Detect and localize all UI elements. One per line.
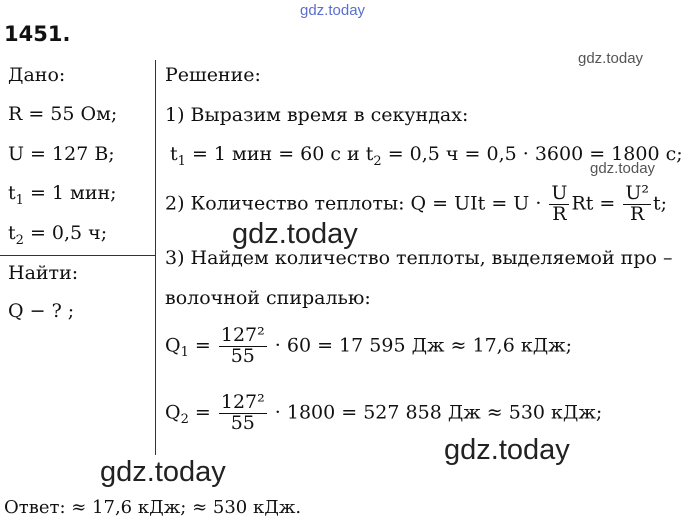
solution-q1 — [165, 326, 572, 367]
step2-frac2-den: R — [630, 202, 645, 225]
vertical-divider — [155, 60, 156, 455]
given-t1-sub: 1 — [15, 192, 24, 208]
step2-frac2-num: U² — [625, 182, 650, 204]
solution-header: Решение: — [165, 64, 261, 86]
step1-part-c: = 0,5 ч = 0,5 · 3600 = 1800 с; — [381, 143, 683, 165]
q1-den: 55 — [230, 344, 255, 367]
step2-text: 2) Количество теплоты: Q = UIt = U · — [165, 192, 548, 215]
problem-number: 1451. — [4, 22, 71, 46]
given-voltage: U = 127 В; — [8, 143, 115, 165]
q2-label: Q — [165, 401, 181, 424]
q2-eq: = — [188, 401, 217, 424]
q2-den: 55 — [230, 411, 255, 434]
find-value: Q − ? ; — [8, 300, 75, 322]
given-t2-sub: 2 — [15, 232, 24, 248]
step2-fraction-1 — [549, 184, 569, 225]
q2-fraction — [219, 393, 267, 434]
step2-fraction-2 — [623, 184, 651, 225]
solution-step1: 1) Выразим время в секундах: — [165, 104, 469, 126]
given-resistance: R = 55 Ом; — [8, 103, 118, 125]
given-t1-value: = 1 мин; — [23, 182, 117, 204]
q1-label: Q — [165, 334, 181, 357]
solution-q2 — [165, 393, 602, 434]
given-t2-var: t — [8, 222, 16, 244]
q1-rest: · 60 = 17 595 Дж ≈ 17,6 кДж; — [268, 334, 573, 357]
given-t1-var: t — [8, 182, 16, 204]
find-header: Найти: — [8, 262, 79, 284]
solution-step3-line2: волочной спиралью: — [165, 287, 371, 309]
watermark-bottom-left: gdz.today — [100, 456, 226, 488]
solution-step3-line1: 3) Найдем количество теплоты, выделяемой про – — [165, 247, 673, 269]
step2-frac1-num: U — [551, 182, 568, 204]
step2-end: t; — [653, 192, 668, 215]
given-t2-value: = 0,5 ч; — [23, 222, 108, 244]
watermark-mid: gdz.today — [232, 218, 358, 250]
given-header: Дано: — [8, 64, 66, 86]
q2-num: 127² — [220, 391, 265, 413]
watermark-small-mid: gdz.today — [590, 160, 656, 177]
step1-part-a: t — [170, 143, 178, 165]
given-t1 — [8, 182, 117, 208]
q1-eq: = — [188, 334, 217, 357]
q2-rest: · 1800 = 527 858 Дж ≈ 530 кДж; — [268, 401, 603, 424]
q2-sub: 2 — [180, 412, 189, 428]
step2-frac1-den: R — [552, 202, 567, 225]
given-t2 — [8, 222, 107, 248]
step2-mid: Rt = — [571, 192, 622, 215]
step1-sub-b: 2 — [373, 153, 382, 169]
step1-sub-a: 1 — [177, 153, 186, 169]
q1-fraction — [219, 326, 267, 367]
horizontal-divider — [0, 255, 155, 256]
watermark-bottom-right: gdz.today — [444, 434, 570, 466]
answer-line: Ответ: ≈ 17,6 кДж; ≈ 530 кДж. — [4, 497, 302, 518]
watermark-small-top: gdz.today — [578, 50, 644, 67]
watermark-top: gdz.today — [300, 2, 366, 19]
q1-sub: 1 — [180, 345, 189, 361]
step1-part-b: = 1 мин = 60 с и t — [185, 143, 374, 165]
q1-num: 127² — [220, 324, 265, 346]
